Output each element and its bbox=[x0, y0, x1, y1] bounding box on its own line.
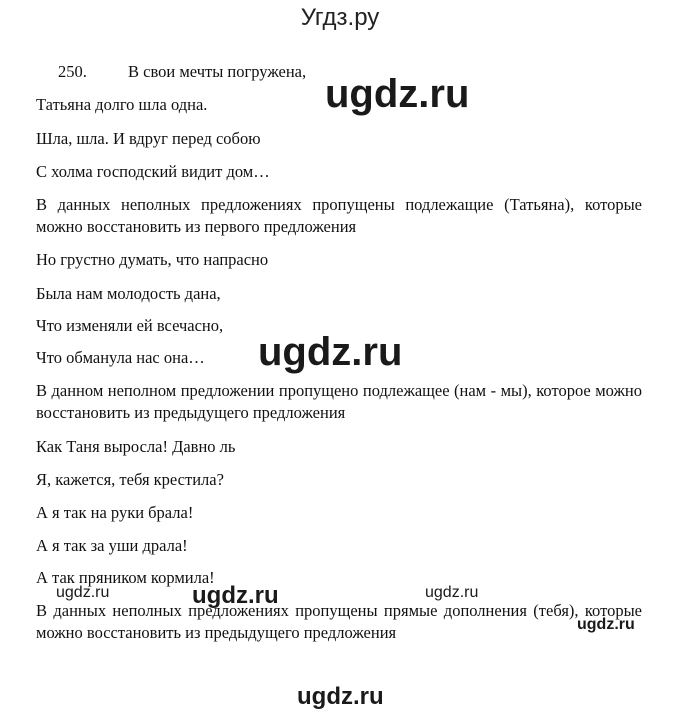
poem-line: В свои мечты погружена, bbox=[128, 62, 307, 81]
poem-line: А я так на руки брала! bbox=[36, 503, 194, 522]
explanation-paragraph: В данном неполном предложении пропущено подлежащее (нам - мы), которое можно восстановить из предыдущего предложения bbox=[36, 381, 642, 422]
watermark: ugdz.ru bbox=[325, 72, 470, 116]
watermark: ugdz.ru bbox=[258, 330, 403, 374]
poem-line: Я, кажется, тебя крестила? bbox=[36, 470, 224, 489]
poem-line: Шла, шла. И вдруг перед собою bbox=[36, 129, 261, 148]
watermark: ugdz.ru bbox=[56, 584, 110, 601]
poem-line: Татьяна долго шла одна. bbox=[36, 95, 208, 114]
explanation-paragraph: В данных неполных предложениях пропущены подлежащие (Татьяна), которые можно восстановить из первого предложения bbox=[36, 195, 642, 236]
poem-line: Что изменяли ей всечасно, bbox=[36, 316, 224, 335]
poem-line: Как Таня выросла! Давно ль bbox=[36, 437, 236, 456]
watermark: ugdz.ru bbox=[577, 616, 635, 633]
poem-line: С холма господский видит дом… bbox=[36, 162, 270, 181]
poem-line: Что обманула нас она… bbox=[36, 348, 205, 367]
watermark: ugdz.ru bbox=[425, 584, 479, 601]
poem-line: А так пряником кормила! bbox=[36, 568, 215, 587]
poem-line: А я так за уши драла! bbox=[36, 536, 188, 555]
watermark: ugdz.ru bbox=[192, 582, 279, 609]
explanation-paragraph: В данных неполных предложениях пропущены прямые дополнения (тебя), которые можно восстановить из предыдущего предложения bbox=[36, 601, 642, 642]
exercise-number: 250. bbox=[58, 62, 87, 81]
site-title: Угдз.ру bbox=[300, 4, 380, 31]
poem-line: Была нам молодость дана, bbox=[36, 284, 221, 303]
watermark: ugdz.ru bbox=[297, 683, 384, 710]
poem-line: Но грустно думать, что напрасно bbox=[36, 250, 269, 269]
